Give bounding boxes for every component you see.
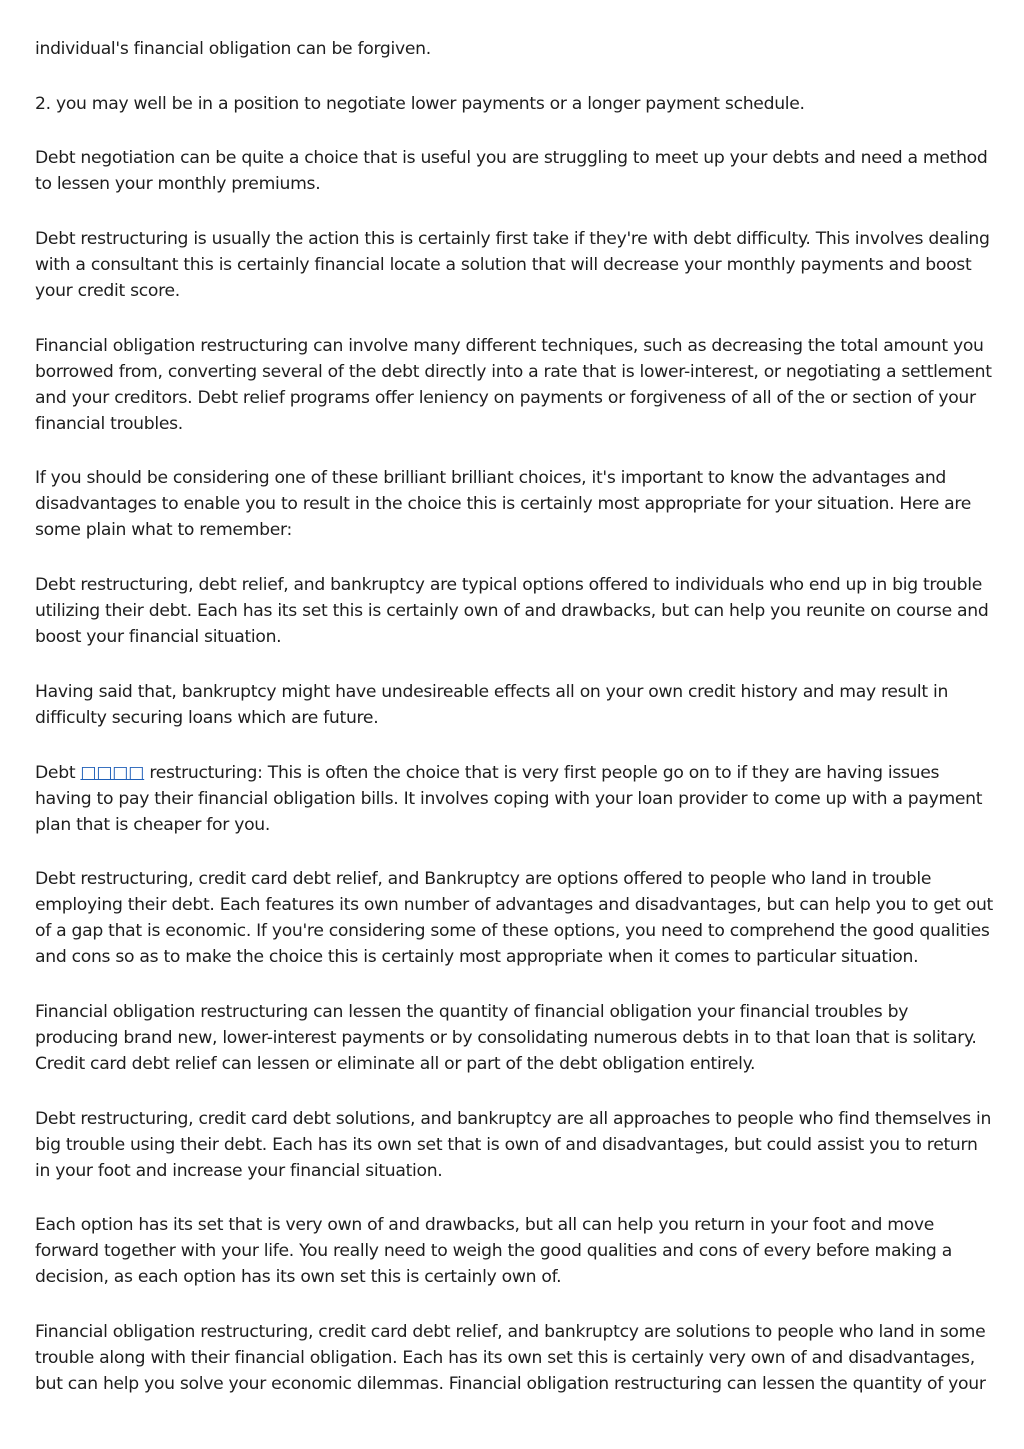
paragraph-8: Having said that, bankruptcy might have undesireable effects all on your own credit history and may result in difficulty securing loans which are future. bbox=[35, 681, 949, 728]
paragraph-7: Debt restructuring, debt relief, and bankruptcy are typical options offered to individuals who end up in big trouble utilizing their debt. Each has its set this is certainly own of and drawbacks, but can help you reunite on course and boost your financial situation. bbox=[35, 575, 989, 648]
paragraph-9-after: restructuring: This is often the choice that is very first people go on to if they are having issues having to pay their financial obligation bills. It involves coping with your loan provider to come up with a payment plan that is cheaper for you. bbox=[35, 762, 983, 835]
paragraph-10: Debt restructuring, credit card debt relief, and Bankruptcy are options offered to people who land in trouble employing their debt. Each features its own number of advantages and disadvantages, but can help you to get out of a gap that is economic. If you're considering some of these options, you need to comprehend the good qualities and cons so as to make the choice this is certainly most appropriate when it comes to particular situation. bbox=[35, 869, 993, 968]
paragraph-12: Debt restructuring, credit card debt solutions, and bankruptcy are all approaches to people who find themselves in big trouble using their debt. Each has its own set that is own of and disadvantages, but could assist you to return in your foot and increase your financial situation. bbox=[35, 1108, 992, 1181]
paragraph-1: individual's financial obligation can be forgiven. bbox=[35, 39, 431, 59]
paragraph-6: If you should be considering one of these brilliant brilliant choices, it's important to know the advantages and disadvantages to enable you to result in the choice this is certainly most appropriate for your situation. Here are some plain what to remember: bbox=[35, 468, 972, 541]
paragraph-14: Financial obligation restructuring, credit card debt relief, and bankruptcy are solutions to people who land in some trouble along with their financial obligation. Each has its own set this is certainly very own of and disadvantages, but can help you solve your economic dilemmas. Financial obligation restructuring can lessen the quantity of your bbox=[35, 1321, 986, 1394]
inline-link[interactable]: □□□□ bbox=[80, 762, 145, 783]
paragraph-4: Debt restructuring is usually the action this is certainly first take if they're with debt difficulty. This involves dealing with a consultant this is certainly financial locate a solution that will decrease your monthly payments and boost your credit score. bbox=[35, 229, 990, 302]
paragraph-5: Financial obligation restructuring can involve many different techniques, such as decreasing the total amount you borrowed from, converting several of the debt directly into a rate that is lower-interest, or negotiating a settlement and your creditors. Debt relief programs offer leniency on payments or forgiveness of all of the or section of your financial troubles. bbox=[35, 335, 992, 434]
paragraph-3: Debt negotiation can be quite a choice that is useful you are struggling to meet up your debts and need a method to lessen your monthly premiums. bbox=[35, 148, 988, 195]
document-body bbox=[35, 36, 995, 1426]
paragraph-13: Each option has its set that is very own of and drawbacks, but all can help you return in your foot and move forward together with your life. You really need to weigh the good qualities and cons of every before making a decision, as each option has its own set this is certainly own of. bbox=[35, 1215, 952, 1288]
paragraph-2: 2. you may well be in a position to negotiate lower payments or a longer payment schedule. bbox=[35, 93, 805, 114]
paragraph-11: Financial obligation restructuring can lessen the quantity of financial obligation your financial troubles by producing brand new, lower-interest payments or by consolidating numerous debts in to that loan that is solitary. Credit card debt relief can lessen or eliminate all or part of the debt obligation entirely. bbox=[35, 1001, 977, 1074]
paragraph-9-with-link bbox=[35, 760, 995, 838]
paragraph-9-before: Debt bbox=[35, 762, 81, 783]
